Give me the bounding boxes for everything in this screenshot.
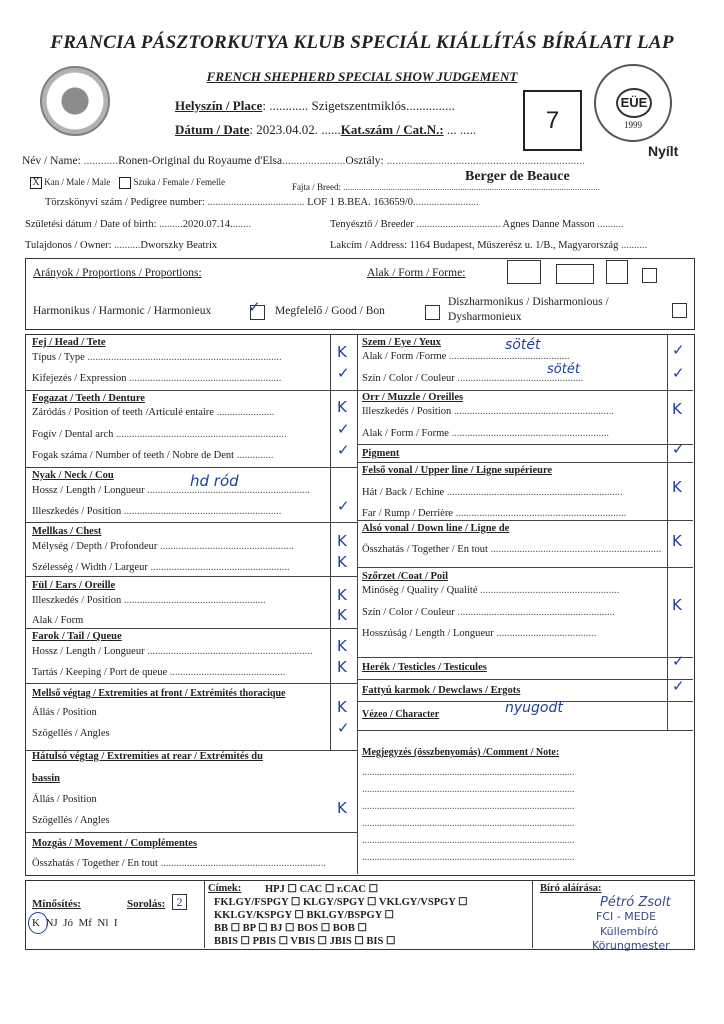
class-label: Osztály: [345, 155, 384, 167]
neck-title: Nyak / Neck / Cou [32, 470, 114, 481]
ears-title: Fül / Ears / Oreille [32, 580, 116, 591]
class-value: Nyílt [648, 143, 679, 159]
coat-color-row: Szín / Color / Couleur ............................................................ [362, 607, 615, 618]
divider [25, 683, 357, 684]
date-row: Dátum / Date: 2023.04.02. ......Kat.szám / Cat.N.: ... ..... [175, 122, 477, 137]
disharmonic-label-2: Dysharmonieux [448, 311, 522, 323]
head-expression-label: Kifejezés / Expression [32, 373, 127, 384]
coat-quality-row: Minőség / Quality / Qualité ..................................................... [362, 585, 620, 596]
teeth-closing-row: Záródás / Position of teeth /Articulé entaire ...................... [32, 407, 275, 418]
coat-color-label: Szín / Color / Couleur [362, 607, 455, 618]
titles-row-2[interactable]: FKLGY/FSPGY ☐ KLGY/SPGY ☐ VKLGY/VSPGY ☐ [214, 897, 468, 908]
disharmonic-checkbox[interactable] [672, 303, 687, 318]
form-shape-tall [606, 260, 628, 284]
pedigree-label: Törzskönyvi szám / Pedigree number: [45, 197, 205, 208]
footer-divider-1 [204, 880, 205, 948]
date-label: Dátum / Date [175, 122, 250, 137]
male-mark: X [32, 177, 40, 188]
good-checkbox[interactable] [425, 305, 440, 320]
coat-length-label: Hosszúság / Length / Longueur [362, 628, 494, 639]
dewclaws-title: Fattyú karmok / Dewclaws / Ergots [362, 685, 521, 696]
right-mark-column [667, 334, 668, 730]
teeth-number-mark: ✓ [337, 441, 350, 459]
harmonic-label: Harmonikus / Harmonic / Harmonieux [33, 305, 212, 317]
harmonic-mark: ✓ [248, 298, 261, 316]
dewclaws-mark: ✓ [672, 677, 685, 695]
movement-together-row: Összhatás / Together / En tout ............................................................... [32, 858, 326, 869]
form-shape-square [507, 260, 541, 284]
divider [357, 444, 693, 445]
ears-form-label: Alak / Form [32, 615, 84, 626]
underline-title: Alsó vonal / Down line / Ligne de [362, 523, 510, 534]
female-label: Szuka / Female / Femelle [133, 177, 225, 188]
coat-color-mark: K [672, 596, 682, 614]
club-logo-right [594, 64, 672, 142]
neck-set-mark: ✓ [337, 497, 350, 515]
eyes-form-label: Alak / Form /Forme [362, 351, 447, 362]
neck-set-label: Illeszkedés / Position [32, 506, 122, 517]
rear-title-1: Hátulsó végtag / Extremities at rear / Extrémités du [32, 751, 263, 762]
chest-width-label: Szélesség / Width / Largeur [32, 562, 148, 573]
teeth-arch-label: Fogív / Dental arch [32, 429, 114, 440]
footer-divider-2 [532, 880, 533, 948]
eyes-color-label: Szín / Color / Couleur [362, 373, 455, 384]
teeth-arch-mark: ✓ [337, 420, 350, 438]
divider [357, 520, 693, 521]
front-stance-row [32, 707, 97, 718]
neck-set-row: Illeszkedés / Position ............................................................ [32, 506, 282, 517]
place-row: Helyszín / Place: ............ Szigetszentmiklós............... [175, 98, 455, 113]
eyes-form-mark: ✓ [672, 341, 685, 359]
breed-label: Fajta / Breed: [292, 182, 341, 192]
ears-form-mark: K [337, 606, 347, 624]
rank-label: Sorolás: [127, 898, 166, 910]
tail-carriage-row: Tartás / Keeping / Port de queue ............................................ [32, 667, 286, 678]
head-type-row: Típus / Type .......................................................................... [32, 352, 282, 363]
head-expression-row: Kifejezés / Expression .......................................................... [32, 373, 282, 384]
topline-back-mark: K [672, 478, 682, 496]
chest-width-row: Szélesség / Width / Largeur ..................................................... [32, 562, 290, 573]
place-value: Szigetszentmiklós [311, 98, 407, 113]
muzzle-form-row: Alak / Form / Forme ............................................................ [362, 428, 610, 439]
head-type-mark: K [337, 343, 347, 361]
coat-length-row: Hosszúság / Length / Longueur ...................................... [362, 628, 597, 639]
breed-value: Berger de Beauce [465, 169, 570, 184]
form-label: Alak / Form / Forme: [367, 267, 466, 279]
divider [25, 832, 357, 833]
topline-rump-row: Far / Rump / Derrière ................................................................. [362, 508, 627, 519]
front-angles-mark: ✓ [337, 719, 350, 737]
chest-width-mark: K [337, 553, 347, 571]
ears-set-row: Illeszkedés / Position ...................................................... [32, 595, 266, 606]
disharmonic-label-1: Diszharmonikus / Disharmonious / [448, 296, 609, 308]
page-subtitle: FRENCH SHEPHERD SPECIAL SHOW JUDGEMENT [206, 69, 518, 84]
tail-length-label: Hossz / Length / Longueur [32, 646, 145, 657]
teeth-arch-row: Fogív / Dental arch ................................................................. [32, 429, 287, 440]
tail-length-mark: K [337, 637, 347, 655]
titles-row-5[interactable]: BBIS ☐ PBIS ☐ VBIS ☐ JBIS ☐ BIS ☐ [214, 936, 396, 947]
underline-together-label: Összhatás / Together / En tout [362, 544, 488, 555]
chest-depth-row: Mélység / Depth / Profondeur ................................................... [32, 541, 294, 552]
neck-length-label: Hossz / Length / Longueur [32, 485, 145, 496]
breed-row: Fajta / Breed: .................................................................................................................. [292, 182, 600, 192]
breeder-row: Tenyésztő / Breeder ................................ Agnes Danne Masson .......... [330, 219, 624, 230]
breeder-label: Tenyésztő / Breeder [330, 219, 414, 230]
head-title: Fej / Head / Tete [32, 337, 106, 348]
stamp-line-1: FCI - MEDE [596, 910, 657, 923]
divider [25, 628, 357, 629]
divider [357, 567, 693, 568]
stamp-line-3: Körungmester [592, 939, 670, 952]
address-label: Lakcím / Address: [330, 240, 407, 251]
teeth-number-row: Fogak száma / Number of teeth / Nobre de Dent .............. [32, 450, 274, 461]
teeth-closing-label: Záródás / Position of teeth /Articulé entaire [32, 407, 214, 418]
head-expression-mark: ✓ [337, 364, 350, 382]
front-stance-label: Állás / Position [32, 707, 97, 718]
female-checkbox[interactable] [119, 177, 131, 189]
topline-title: Felső vonal / Upper line / Ligne supérieure [362, 465, 553, 476]
address-value: 1164 Budapest, Müszerész u. 1/B., Magyarország [409, 240, 619, 251]
name-label: Név / Name: [22, 155, 81, 167]
front-stance-mark: K [337, 698, 347, 716]
eyes-form-note: sötét [505, 337, 541, 353]
titles-row-1[interactable]: HPJ ☐ CAC ☐ r.CAC ☐ [265, 884, 379, 895]
testicles-title: Herék / Testicles / Testicules [362, 662, 487, 673]
place-label: Helyszín / Place [175, 98, 263, 113]
owner-label: Tulajdonos / Owner: [25, 240, 112, 251]
muzzle-set-row: Illeszkedés / Position ............................................................. [362, 406, 614, 417]
divider [25, 522, 357, 523]
front-title: Mellső végtag / Extremities at front / Extrémités thoracique [32, 688, 286, 699]
grades-row: K NJ Jó Mf Nl I [32, 917, 118, 929]
rear-stance-row [32, 794, 97, 805]
address-row: Lakcím / Address: 1164 Budapest, Müszerész u. 1/B., Magyarország .......... [330, 240, 648, 251]
rating-label: Minősítés: [32, 898, 81, 910]
divider [357, 730, 693, 731]
pedigree-value: LOF 1 B.BEA. 163659/0 [307, 197, 414, 208]
form-shape-small [642, 268, 657, 283]
divider [357, 462, 693, 463]
rear-stance-label: Állás / Position [32, 794, 97, 805]
chest-depth-label: Mélység / Depth / Profondeur [32, 541, 158, 552]
owner-value: Dworszky Beatrix [140, 240, 218, 251]
ears-set-label: Illeszkedés / Position [32, 595, 122, 606]
front-angles-row [32, 728, 110, 739]
titles-label: Címek: [208, 883, 242, 894]
testicles-mark: ✓ [672, 652, 685, 670]
cat-number: 7 [523, 90, 582, 151]
teeth-number-label: Fogak száma / Number of teeth / Nobre de Dent [32, 450, 235, 461]
left-mark-column [330, 334, 331, 750]
tail-carriage-label: Tartás / Keeping / Port de queue [32, 667, 168, 678]
rear-angles-mark: K [337, 799, 347, 817]
eyes-color-row: Szín / Color / Couleur ................................................ [362, 373, 584, 384]
rear-angles-label: Szögellés / Angles [32, 815, 110, 826]
muzzle-title: Orr / Muzzle / Oreilles [362, 392, 464, 403]
rear-angles-row [32, 815, 110, 826]
dob-value: 2020.07.14. [182, 219, 233, 230]
male-checkbox[interactable] [30, 177, 42, 189]
chest-title: Mellkas / Chest [32, 526, 102, 537]
topline-rump-label: Far / Rump / Derrière [362, 508, 453, 519]
stamp-line-2: Küllembíró [600, 925, 659, 938]
signature-name: Pétró Zsolt [600, 895, 671, 910]
front-angles-label: Szögellés / Angles [32, 728, 110, 739]
divider [25, 390, 357, 391]
logo-right-text: EÜE [616, 88, 652, 118]
name-row: Név / Name: ............Ronen-Original du Royaume d'Elsa......................Osztály: ..................................................................... [22, 155, 585, 167]
coat-title: Szőrzet /Coat / Poil [362, 571, 449, 582]
eyes-title: Szem / Eye / Yeux [362, 337, 441, 348]
eyes-color-note: sötét [547, 362, 580, 377]
muzzle-set-label: Illeszkedés / Position [362, 406, 452, 417]
tail-length-row: Hossz / Length / Longueur ............................................................... [32, 646, 313, 657]
character-title: Vézeo / Character [362, 709, 440, 720]
ears-set-mark: K [337, 586, 347, 604]
divider [357, 657, 693, 658]
date-value: 2023.04.02. [256, 122, 319, 137]
good-label: Megfelelő / Good / Bon [275, 305, 385, 317]
tail-title: Farok / Tail / Queue [32, 631, 122, 642]
pigment-title: Pigment [362, 448, 400, 459]
movement-together-label: Összhatás / Together / En tout [32, 858, 158, 869]
name-value: Ronen-Original du Royaume d'Elsa [118, 155, 283, 167]
pedigree-row: Törzskönyvi szám / Pedigree number: ..................................... LOF 1 B.BEA. 163659/0......................... [45, 197, 479, 208]
pigment-mark: ✓ [672, 440, 685, 458]
owner-row: Tulajdonos / Owner: ..........Dworszky Beatrix [25, 240, 218, 251]
rank-value[interactable]: 2 [172, 894, 187, 910]
topline-back-label: Hát / Back / Echine [362, 487, 445, 498]
chest-depth-mark: K [337, 532, 347, 550]
divider [25, 467, 357, 468]
muzzle-form-label: Alak / Form / Forme [362, 428, 449, 439]
underline-mark: K [672, 532, 682, 550]
proportions-label: Arányok / Proportions / Proportions: [33, 267, 202, 279]
eyes-color-mark: ✓ [672, 364, 685, 382]
head-type-label: Típus / Type [32, 352, 85, 363]
teeth-title: Fogazat / Teeth / Denture [32, 393, 145, 404]
comment-title: Megjegyzés (összbenyomás) /Comment / Note: [362, 747, 560, 758]
divider [357, 679, 693, 680]
tail-carriage-mark: K [337, 658, 347, 676]
movement-title: Mozgás / Movement / Complémentes [32, 838, 198, 849]
titles-row-3[interactable]: KKLGY/KSPGY ☐ BKLGY/BSPGY ☐ [214, 910, 394, 921]
center-divider [357, 334, 358, 874]
comment-lines[interactable]: ..................................................................................... ..................................................................................... ..................................................................................... ..................................................................................... ..................................................................................... ..................................................................................... [362, 767, 575, 863]
form-shape-rect [556, 264, 594, 284]
cat-label: Kat.szám / Cat.N.: [340, 122, 444, 137]
sex-row [30, 177, 225, 189]
eyes-form-row: Alak / Form /Forme .............................................. [362, 351, 570, 362]
breeder-value: Agnes Danne Masson [502, 219, 595, 230]
teeth-closing-mark: K [337, 398, 347, 416]
male-label: Kan / Male / Male [44, 177, 111, 188]
neck-note: hd ród [190, 472, 239, 490]
rear-title-2: bassin [32, 773, 61, 784]
dob-label: Születési dátum / Date of birth: [25, 219, 157, 230]
character-note: nyugodt [505, 700, 563, 716]
muzzle-set-mark: K [672, 400, 682, 418]
logo-right-year: 1999 [624, 120, 642, 130]
signature-label: Bíró aláírása: [540, 883, 602, 894]
dob-row: Születési dátum / Date of birth: .........2020.07.14........ [25, 219, 252, 230]
underline-together-row: Összhatás / Together / En tout ................................................................. [362, 544, 662, 555]
divider [357, 390, 693, 391]
grade-circle [28, 912, 48, 934]
coat-quality-label: Minőség / Quality / Qualité [362, 585, 478, 596]
topline-back-row: Hát / Back / Echine ................................................................... [362, 487, 623, 498]
titles-row-4[interactable]: BB ☐ BP ☐ BJ ☐ BOS ☐ BOB ☐ [214, 923, 367, 934]
neck-length-row: Hossz / Length / Longueur .............................................................. [32, 485, 310, 496]
page-title: FRANCIA PÁSZTORKUTYA KLUB SPECIÁL KIÁLLÍTÁS BÍRÁLATI LAP [50, 32, 674, 53]
divider [25, 576, 357, 577]
ears-form-row [32, 615, 83, 626]
